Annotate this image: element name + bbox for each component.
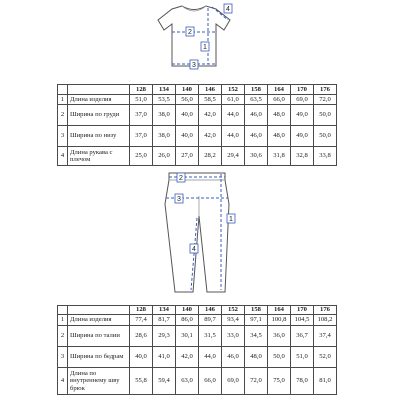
value-cell: 28,2	[199, 147, 222, 166]
value-cell: 97,1	[245, 315, 268, 326]
row-number: 2	[58, 105, 68, 126]
row-label: Длина рукава с плечом	[68, 147, 130, 166]
row-number: 2	[58, 326, 68, 347]
value-cell: 38,0	[153, 105, 176, 126]
value-cell: 77,4	[130, 315, 153, 326]
value-cell: 49,0	[291, 126, 314, 147]
size-header: 152	[222, 85, 245, 95]
size-header: 164	[268, 85, 291, 95]
size-header: 134	[153, 85, 176, 95]
table-row	[58, 315, 337, 326]
value-cell: 44,0	[222, 105, 245, 126]
tshirt-diagram	[150, 0, 250, 80]
pants-outline	[165, 173, 229, 292]
tshirt-marker-3	[190, 60, 198, 69]
value-cell: 52,0	[314, 347, 337, 368]
value-cell: 75,0	[268, 368, 291, 395]
value-cell: 36,7	[291, 326, 314, 347]
value-cell: 42,0	[176, 347, 199, 368]
table-row	[58, 326, 337, 347]
size-header: 140	[176, 85, 199, 95]
svg-text:4: 4	[226, 6, 230, 13]
row-label: Длина изделия	[68, 315, 130, 326]
row-number: 1	[58, 95, 68, 105]
value-cell: 66,0	[268, 95, 291, 105]
svg-text:3: 3	[177, 196, 181, 203]
value-cell: 93,4	[222, 315, 245, 326]
size-header: 146	[199, 306, 222, 315]
table-row	[58, 105, 337, 126]
size-header: 170	[291, 306, 314, 315]
value-cell: 50,0	[314, 126, 337, 147]
value-cell: 50,0	[314, 105, 337, 126]
value-cell: 37,0	[130, 105, 153, 126]
value-cell: 28,6	[130, 326, 153, 347]
size-header: 128	[130, 306, 153, 315]
size-header: 158	[245, 85, 268, 95]
size-header: 176	[314, 85, 337, 95]
pants-marker-1	[227, 214, 235, 223]
row-label: Ширина по низу	[68, 126, 130, 147]
size-header: 170	[291, 85, 314, 95]
value-cell: 26,0	[153, 147, 176, 166]
svg-text:4: 4	[192, 246, 196, 253]
row-number: 1	[58, 315, 68, 326]
value-cell: 53,5	[153, 95, 176, 105]
value-cell: 27,0	[176, 147, 199, 166]
value-cell: 58,5	[199, 95, 222, 105]
value-cell: 63,0	[176, 368, 199, 395]
row-label: Ширина по бедрам	[68, 347, 130, 368]
value-cell: 89,7	[199, 315, 222, 326]
value-cell: 86,0	[176, 315, 199, 326]
size-header: 134	[153, 306, 176, 315]
value-cell: 44,0	[222, 126, 245, 147]
value-cell: 78,0	[291, 368, 314, 395]
table-row	[58, 126, 337, 147]
svg-text:1: 1	[229, 216, 233, 223]
size-header: 176	[314, 306, 337, 315]
value-cell: 29,3	[153, 326, 176, 347]
value-cell: 30,6	[245, 147, 268, 166]
value-cell: 40,0	[130, 347, 153, 368]
value-cell: 48,0	[268, 126, 291, 147]
row-label: Длина по внутреннему шву брюк	[68, 368, 130, 395]
value-cell: 31,5	[199, 326, 222, 347]
value-cell: 37,0	[130, 126, 153, 147]
header-label-cell	[68, 85, 130, 95]
value-cell: 40,0	[176, 126, 199, 147]
value-cell: 48,0	[245, 347, 268, 368]
table-row	[58, 147, 337, 166]
header-label-cell	[68, 306, 130, 315]
size-header: 158	[245, 306, 268, 315]
value-cell: 44,0	[199, 347, 222, 368]
value-cell: 51,0	[291, 347, 314, 368]
value-cell: 51,0	[130, 95, 153, 105]
header-num-cell	[58, 85, 68, 95]
value-cell: 72,0	[245, 368, 268, 395]
value-cell: 46,0	[222, 347, 245, 368]
pants-marker-4	[190, 244, 198, 253]
svg-text:2: 2	[188, 29, 192, 36]
value-cell: 25,0	[130, 147, 153, 166]
table-row	[58, 95, 337, 105]
value-cell: 30,1	[176, 326, 199, 347]
size-header: 152	[222, 306, 245, 315]
row-number: 4	[58, 368, 68, 395]
value-cell: 104,5	[291, 315, 314, 326]
value-cell: 100,8	[268, 315, 291, 326]
value-cell: 59,4	[153, 368, 176, 395]
value-cell: 69,0	[291, 95, 314, 105]
row-label: Ширина по талии	[68, 326, 130, 347]
table-row	[58, 347, 337, 368]
value-cell: 56,0	[176, 95, 199, 105]
pants-marker-3	[175, 194, 183, 203]
svg-text:3: 3	[192, 62, 196, 69]
row-number: 4	[58, 147, 68, 166]
value-cell: 61,0	[222, 95, 245, 105]
row-number: 3	[58, 126, 68, 147]
pants-diagram	[155, 168, 255, 298]
table-row	[58, 368, 337, 395]
table-header-row	[58, 306, 337, 315]
header-num-cell	[58, 306, 68, 315]
value-cell: 46,0	[245, 126, 268, 147]
value-cell: 49,0	[291, 105, 314, 126]
value-cell: 29,4	[222, 147, 245, 166]
value-cell: 41,0	[153, 347, 176, 368]
value-cell: 63,5	[245, 95, 268, 105]
value-cell: 55,8	[130, 368, 153, 395]
tshirt-size-table	[57, 84, 337, 166]
svg-text:2: 2	[179, 175, 183, 182]
size-header: 128	[130, 85, 153, 95]
pants-size-table	[57, 305, 337, 395]
size-header: 164	[268, 306, 291, 315]
value-cell: 46,0	[245, 105, 268, 126]
row-label: Длина изделия	[68, 95, 130, 105]
value-cell: 108,2	[314, 315, 337, 326]
value-cell: 34,5	[245, 326, 268, 347]
value-cell: 50,0	[268, 347, 291, 368]
value-cell: 42,0	[199, 105, 222, 126]
tshirt-marker-2	[186, 27, 194, 36]
value-cell: 33,8	[314, 147, 337, 166]
value-cell: 66,0	[199, 368, 222, 395]
value-cell: 36,0	[268, 326, 291, 347]
tshirt-marker-1	[201, 42, 209, 51]
pants-marker-2	[177, 173, 185, 182]
table-header-row	[58, 85, 337, 95]
value-cell: 81,7	[153, 315, 176, 326]
value-cell: 37,4	[314, 326, 337, 347]
value-cell: 69,0	[222, 368, 245, 395]
value-cell: 40,0	[176, 105, 199, 126]
value-cell: 32,8	[291, 147, 314, 166]
value-cell: 72,0	[314, 95, 337, 105]
row-number: 3	[58, 347, 68, 368]
row-label: Ширина по груди	[68, 105, 130, 126]
value-cell: 42,0	[199, 126, 222, 147]
tshirt-marker-4	[224, 4, 232, 13]
value-cell: 81,0	[314, 368, 337, 395]
svg-text:1: 1	[203, 44, 207, 51]
value-cell: 48,0	[268, 105, 291, 126]
value-cell: 38,0	[153, 126, 176, 147]
size-header: 140	[176, 306, 199, 315]
value-cell: 31,8	[268, 147, 291, 166]
size-header: 146	[199, 85, 222, 95]
value-cell: 33,0	[222, 326, 245, 347]
